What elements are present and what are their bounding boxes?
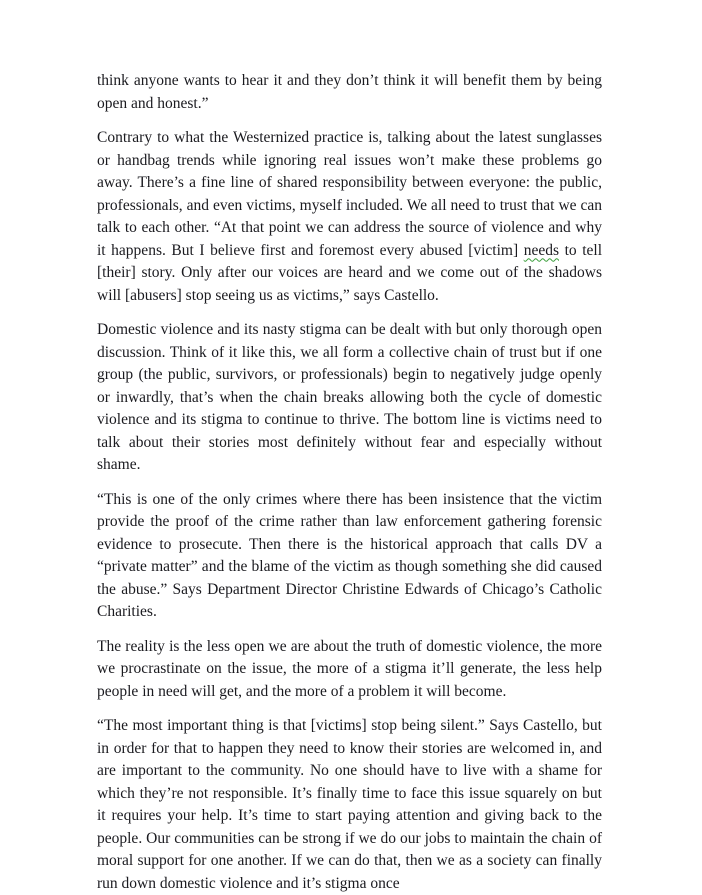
paragraph-text: “This is one of the only crimes where there has been insistence that the victim provide the proof of the crime rather than law enforcement gathering forensic evidence to prosecute. Then there is the historical approach that calls DV a “private matter” and the blame of the victim as though something she did caused the abuse.” Says Department Director Christine Edwards of Chicago’s Catholic Charities. xyxy=(97,490,606,620)
paragraph-text: Contrary to what the Westernized practice is, talking about the latest sunglasses or handbag trends while ignoring real issues won’t make these problems go away. There’s a fine line of shared responsibility between everyone: the public, professionals, and even victims, myself included. We all need to trust that we can talk to each other. “At that point we can address the source of violence and why it happens. But I believe first and foremost every abused [victim] xyxy=(97,129,606,259)
paragraph-text: to tell [their] story. Only after our voices are heard and we come out of the shadows will [abusers] stop seeing us as victims,” says Castello. xyxy=(97,241,606,304)
grammar-flagged-word: needs xyxy=(523,241,559,259)
paragraph xyxy=(97,319,606,477)
paragraph xyxy=(97,127,606,307)
paragraph-text: think anyone wants to hear it and they don’t think it will benefit them by being open and honest.” xyxy=(97,72,606,112)
paragraph xyxy=(97,715,606,895)
paragraph xyxy=(97,636,606,704)
paragraph-text: Domestic violence and its nasty stigma can be dealt with but only thorough open discussion. Think of it like this, we all form a collective chain of trust but if one group (the public, survivors, or professionals) begin to negatively judge openly or inwardly, that’s when the chain breaks allowing both the cycle of domestic violence and its stigma to continue to thrive. The bottom line is victims need to talk about their stories most definitely without fear and especially without shame. xyxy=(97,321,606,473)
document-text-body xyxy=(97,70,606,895)
paragraph xyxy=(97,489,606,624)
paragraph-text: The reality is the less open we are about the truth of domestic violence, the more we procrastinate on the issue, the more of a stigma it’ll generate, the less help people in need will get, and the more of a problem it will become. xyxy=(97,637,606,700)
paragraph xyxy=(97,70,606,115)
paragraph-text: “The most important thing is that [victims] stop being silent.” Says Castello, but in order for that to happen they need to know their stories are welcomed in, and are important to the community. No one should have to live with a shame for which they’re not responsible. It’s finally time to face this issue squarely on but it requires your help. It’s time to start paying attention and giving back to the people. Our communities can be strong if we do our jobs to maintain the chain of moral support for one another. If we can do that, then we as a society can finally run down domestic violence and it’s stigma once xyxy=(97,717,606,892)
